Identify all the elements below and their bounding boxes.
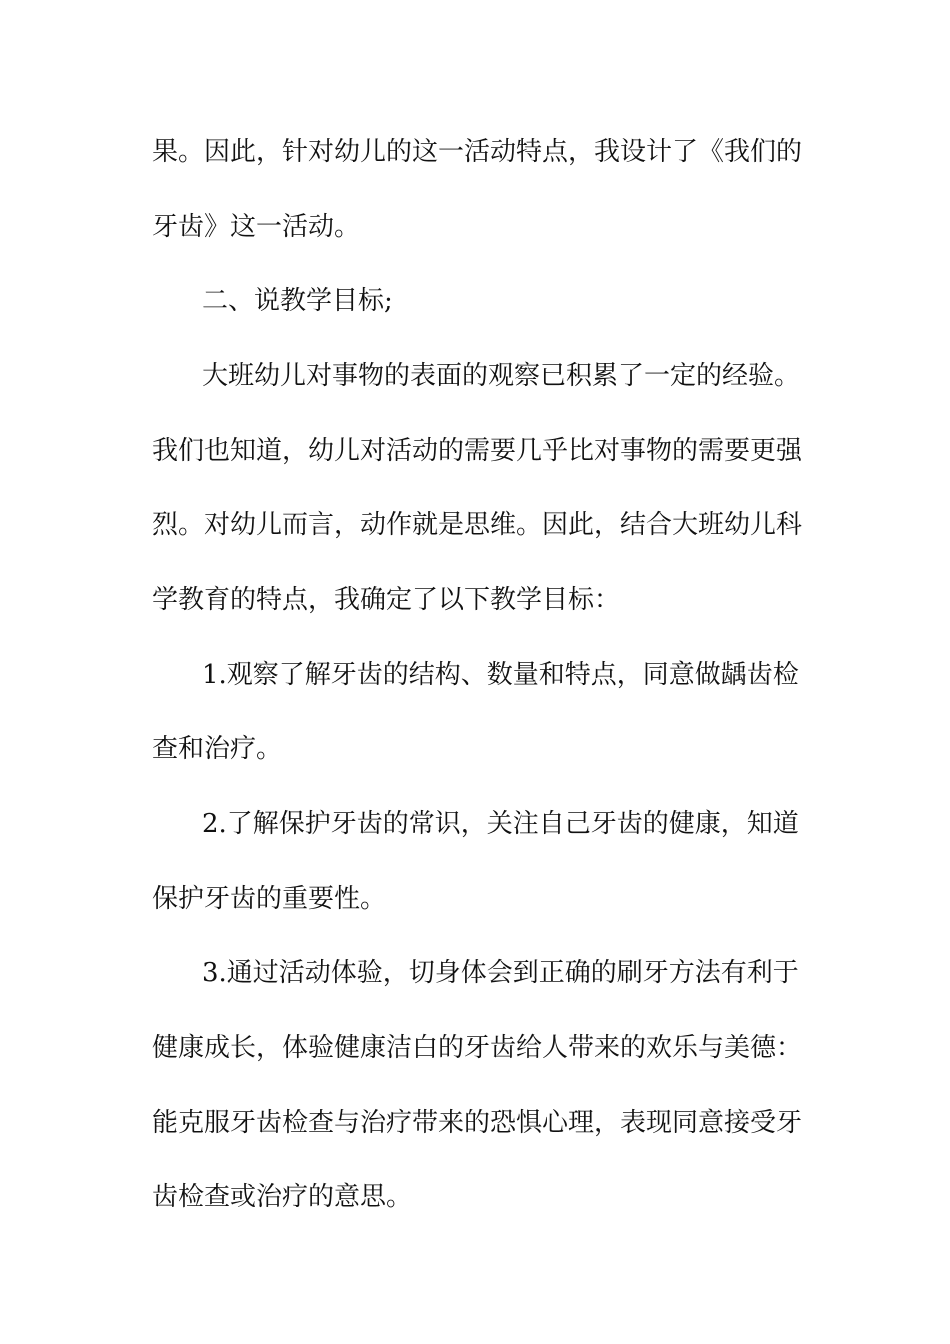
list-item: 1.观察了解牙齿的结构、数量和特点，同意做龋齿检 — [202, 660, 799, 690]
list-item-continuation: 齿检查或治疗的意思。 — [152, 1182, 413, 1212]
text-line: 大班幼儿对事物的表面的观察已积累了一定的经验。 — [202, 361, 801, 391]
list-item: 2.了解保护牙齿的常识，关注自己牙齿的健康，知道 — [202, 809, 799, 839]
list-item-continuation: 能克服牙齿检查与治疗带来的恐惧心理，表现同意接受牙 — [152, 1108, 803, 1138]
text-line: 果。因此，针对幼儿的这一活动特点，我设计了《我们的 — [152, 137, 803, 167]
list-item: 3.通过活动体验，切身体会到正确的刷牙方法有利于 — [202, 958, 799, 988]
list-item-continuation: 查和治疗。 — [152, 734, 283, 764]
list-item-continuation: 健康成长，体验健康洁白的牙齿给人带来的欢乐与美德： — [152, 1033, 803, 1063]
list-item-continuation: 保护牙齿的重要性。 — [152, 884, 387, 914]
text-line: 牙齿》这一活动。 — [152, 212, 361, 242]
text-line: 烈。对幼儿而言，动作就是思维。因此，结合大班幼儿科 — [152, 510, 803, 540]
section-heading: 二、说教学目标; — [202, 286, 393, 316]
text-line: 学教育的特点，我确定了以下教学目标： — [152, 585, 621, 615]
text-line: 我们也知道，幼儿对活动的需要几乎比对事物的需要更强 — [152, 436, 803, 466]
